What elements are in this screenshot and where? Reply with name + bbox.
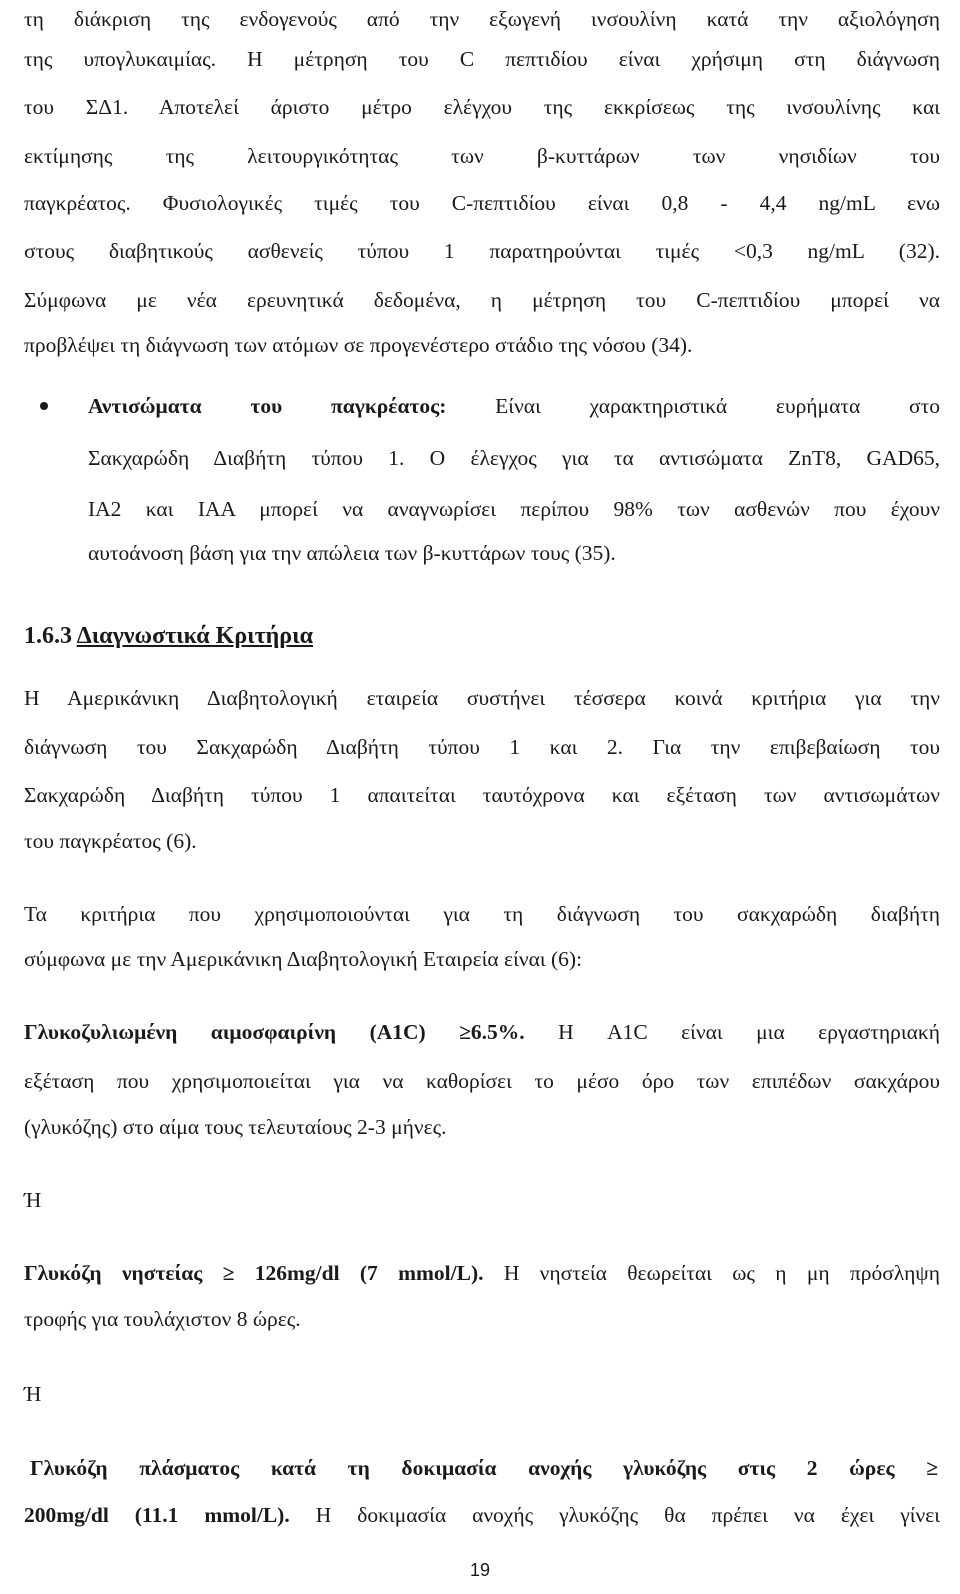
or-separator: Ή [24, 1382, 42, 1406]
text-line: Σύμφωνα με νέα ερευνητικά δεδομένα, η μέτρηση του C-πεπτιδίου μπορεί να [24, 288, 940, 312]
criterion-line [24, 1500, 940, 1530]
text-line: Τα κριτήρια που χρησιμοποιούνται για τη διάγνωση του σακχαρώδη διαβήτη [24, 902, 940, 926]
criterion-line: εξέταση που χρησιμοποιείται για να καθορίσει το μέσο όρο των επιπέδων σακχάρου [24, 1069, 940, 1093]
text-line: του παγκρέατος (6). [24, 829, 197, 853]
text-line: προβλέψει τη διάγνωση των ατόμων σε προγενέστερο στάδιο της νόσου (34). [24, 333, 693, 357]
criterion-line: τροφής για τουλάχιστον 8 ώρες. [24, 1307, 301, 1331]
page-number: 19 [469, 1560, 491, 1580]
criterion-text: Η A1C είναι μια εργαστηριακή [558, 1020, 941, 1044]
text-line: του ΣΔ1. Αποτελεί άριστο μέτρο ελέγχου της εκκρίσεως της ινσουλίνης και [24, 95, 940, 119]
criterion-line [24, 1017, 940, 1047]
section-number: 1.6.3 [24, 623, 72, 649]
bullet-text: Είναι χαρακτηριστικά ευρήματα στο [495, 394, 941, 418]
text-line: διάγνωση του Σακχαρώδη Διαβήτη τύπου 1 και 2. Για την επιβεβαίωση του [24, 735, 940, 759]
bullet-marker [40, 402, 48, 410]
text-line: Η Αμερικάνικη Διαβητολογική εταιρεία συστήνει τέσσερα κοινά κριτήρια για την [24, 686, 940, 710]
criterion-text: Η δοκιμασία ανοχής γλυκόζης θα πρέπει να έχει γίνει [315, 1503, 941, 1527]
bullet-bold-lead: Αντισώματα του παγκρέατος: [88, 394, 447, 418]
section-title: Διαγνωστικά Κριτήρια [76, 623, 313, 649]
or-separator: Ή [24, 1188, 42, 1212]
text-line: τη διάκριση της ενδογενούς από την εξωγενή ινσουλίνη κατά την αξιολόγηση [24, 7, 940, 31]
criterion-line [24, 1258, 940, 1288]
bullet-line: Σακχαρώδη Διαβήτη τύπου 1. Ο έλεγχος για τα αντισώματα ZnT8, GAD65, [88, 446, 940, 470]
text-line: παγκρέατος. Φυσιολογικές τιμές του C-πεπτιδίου είναι 0,8 - 4,4 ng/mL ενω [24, 191, 940, 215]
criterion-bold-lead: Γλυκόζη νηστείας ≥ 126mg/dl (7 mmol/L). [24, 1261, 484, 1285]
criterion-text: Η νηστεία θεωρείται ως η μη πρόσληψη [503, 1261, 941, 1285]
criterion-line: Γλυκόζη πλάσματος κατά τη δοκιμασία ανοχής γλυκόζης στις 2 ώρες ≥ [30, 1456, 938, 1480]
text-line: στους διαβητικούς ασθενείς τύπου 1 παρατηρούνται τιμές <0,3 ng/mL (32). [24, 239, 940, 263]
criterion-bold-lead: Γλυκοζυλιωμένη αιμοσφαιρίνη (A1C) ≥6.5%. [24, 1020, 525, 1044]
criterion-line: (γλυκόζης) στο αίμα τους τελευταίους 2-3 μήνες. [24, 1115, 447, 1139]
text-line: της υπογλυκαιμίας. Η μέτρηση του C πεπτιδίου είναι χρήσιμη στη διάγνωση [24, 47, 940, 71]
section-heading [24, 619, 313, 653]
bullet-line: αυτοάνοση βάση για την απώλεια των β-κυττάρων τους (35). [88, 541, 616, 565]
text-line: Σακχαρώδη Διαβήτη τύπου 1 απαιτείται ταυτόχρονα και εξέταση των αντισωμάτων [24, 783, 940, 807]
bullet-line: IA2 και IAA μπορεί να αναγνωρίσει περίπου 98% των ασθενών που έχουν [88, 497, 940, 521]
criterion-bold-lead: 200mg/dl (11.1 mmol/L). [24, 1503, 290, 1527]
bullet-line [88, 391, 940, 421]
text-line: σύμφωνα με την Αμερικάνικη Διαβητολογική Εταιρεία είναι (6): [24, 947, 583, 971]
text-line: εκτίμησης της λειτουργικότητας των β-κυττάρων των νησιδίων του [24, 144, 940, 168]
